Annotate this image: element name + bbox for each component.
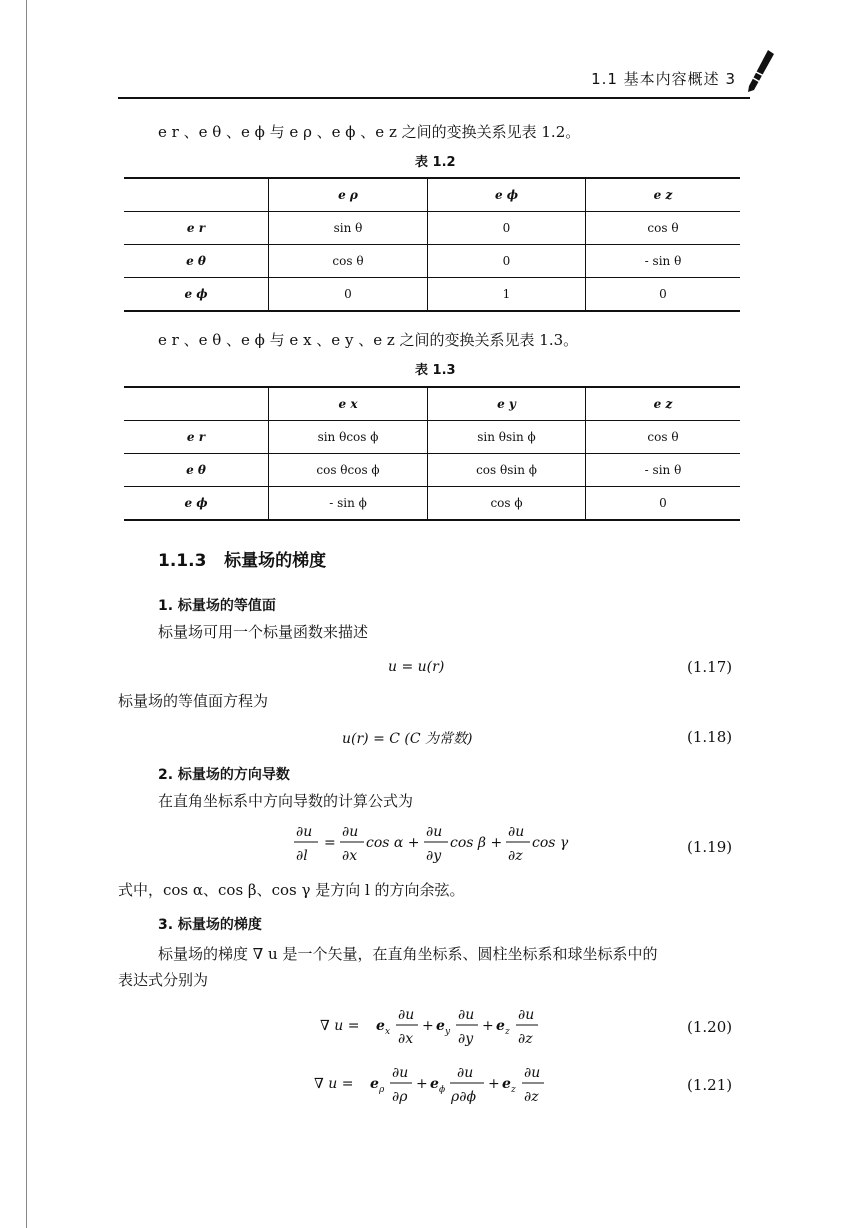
frac-numerator: ∂u [392, 1065, 409, 1081]
table-cell: cos θ [586, 212, 741, 245]
term-rest: cos γ [532, 835, 569, 851]
term-rest: cos β + [450, 835, 503, 851]
equation-number-1-18: (1.18) [687, 728, 733, 746]
unit-vector: e [430, 1076, 439, 1092]
table-1-2-caption: 表 1.2 [415, 155, 456, 170]
equation-number-1-19: (1.19) [687, 838, 733, 856]
table-cell: sin θsin ϕ [428, 421, 586, 454]
unit-vector: e [370, 1076, 379, 1092]
unit-vector: e [502, 1076, 511, 1092]
table-row-header: e r [124, 212, 269, 245]
para-table-1-2-intro: e r 、e θ 、e ϕ 与 e ρ 、e ϕ 、e z 之间的变换关系见表 1.2。 [158, 123, 581, 141]
table-cell: sin θcos ϕ [269, 421, 428, 454]
frac-denominator: ∂y [426, 848, 442, 864]
table-row-header: e θ [124, 245, 269, 278]
frac-denominator: ∂z [508, 848, 523, 864]
plus-sign: + [488, 1076, 500, 1092]
table-cell: - sin ϕ [269, 487, 428, 521]
table-row-header: e r [124, 421, 269, 454]
term-rest: cos α + [366, 835, 420, 851]
unit-vector-subscript: z [505, 1027, 510, 1037]
frac-numerator: ∂u [426, 824, 443, 840]
equation-1-19 [290, 820, 590, 866]
equation-1-21 [312, 1062, 562, 1108]
table-1-3 [124, 386, 740, 521]
table-col-header: e y [428, 387, 586, 421]
table-col-header: e ϕ [428, 178, 586, 212]
table-cell: cos ϕ [428, 487, 586, 521]
table-cell: - sin θ [586, 245, 741, 278]
unit-vector: e [376, 1018, 385, 1034]
table-corner-cell [124, 178, 269, 212]
subheading-1: 1. 标量场的等值面 [158, 598, 276, 614]
frac-denominator: ρ∂ϕ [451, 1089, 477, 1105]
body-text-2: 标量场的等值面方程为 [118, 692, 269, 710]
section-number: 1.1.3 [158, 551, 207, 571]
unit-vector-subscript: ϕ [439, 1085, 446, 1095]
frac-numerator: ∂u [457, 1065, 474, 1081]
table-row-header: e θ [124, 454, 269, 487]
para-table-1-3-intro: e r 、e θ 、e ϕ 与 e x 、e y 、e z 之间的变换关系见表 1.3。 [158, 331, 579, 349]
frac-denominator: ∂y [458, 1031, 474, 1047]
table-cell: cos θcos ϕ [269, 454, 428, 487]
gradient-lead: ∇ u = [320, 1018, 360, 1034]
table-cell: - sin θ [586, 454, 741, 487]
table-cell: 1 [428, 278, 586, 312]
section-heading [158, 546, 326, 571]
pen-icon [744, 48, 776, 94]
frac-denominator: ∂ρ [392, 1089, 408, 1105]
unit-vector-subscript: x [385, 1027, 391, 1037]
table-cell: sin θ [269, 212, 428, 245]
frac-numerator: ∂u [398, 1007, 415, 1023]
table-cell: 0 [586, 278, 741, 312]
table-cell: 0 [428, 245, 586, 278]
body-text-4: 式中，cos α、cos β、cos γ 是方向 l 的方向余弦。 [118, 881, 465, 899]
equation-1-20 [318, 1004, 558, 1050]
table-row-header: e ϕ [124, 487, 269, 521]
frac-denominator: ∂l [296, 848, 308, 864]
frac-numerator: ∂u [518, 1007, 535, 1023]
table-cell: cos θ [586, 421, 741, 454]
frac-numerator: ∂u [458, 1007, 475, 1023]
table-cell: 0 [428, 212, 586, 245]
table-cell: cos θsin ϕ [428, 454, 586, 487]
section-title: 标量场的梯度 [224, 551, 327, 571]
table-cell: 0 [269, 278, 428, 312]
page-gutter-line [26, 0, 27, 1228]
equation-number-1-20: (1.20) [687, 1018, 733, 1036]
frac-numerator: ∂u [342, 824, 359, 840]
header-rule [118, 97, 750, 99]
plus-sign: + [422, 1018, 434, 1034]
table-col-header: e z [586, 178, 741, 212]
equation-number-1-17: (1.17) [687, 658, 733, 676]
plus-sign: + [416, 1076, 428, 1092]
equation-number-1-21: (1.21) [687, 1076, 733, 1094]
subheading-2: 2. 标量场的方向导数 [158, 767, 290, 783]
frac-denominator: ∂x [342, 848, 358, 864]
unit-vector: e [436, 1018, 445, 1034]
table-cell: cos θ [269, 245, 428, 278]
table-1-2 [124, 177, 740, 312]
equation-1-18: u(r) = C (C 为常数) [342, 731, 473, 747]
body-text-5a: 标量场的梯度 ∇ u 是一个矢量，在直角坐标系、圆柱坐标系和球坐标系中的 [158, 945, 658, 963]
table-col-header: e z [586, 387, 741, 421]
frac-denominator: ∂z [518, 1031, 533, 1047]
table-cell: 0 [586, 487, 741, 521]
table-corner-cell [124, 387, 269, 421]
unit-vector-subscript: z [511, 1085, 516, 1095]
table-col-header: e x [269, 387, 428, 421]
subheading-3: 3. 标量场的梯度 [158, 917, 262, 933]
frac-denominator: ∂z [524, 1089, 539, 1105]
frac-numerator: ∂u [296, 824, 313, 840]
table-col-header: e ρ [269, 178, 428, 212]
frac-numerator: ∂u [524, 1065, 541, 1081]
body-text-1: 标量场可用一个标量函数来描述 [158, 623, 369, 641]
running-header: 1.1 基本内容概述 3 [591, 70, 736, 88]
unit-vector-subscript: ρ [379, 1085, 385, 1095]
table-1-3-caption: 表 1.3 [415, 363, 456, 378]
equation-1-17: u = u(r) [388, 659, 445, 675]
table-row-header: e ϕ [124, 278, 269, 312]
body-text-3: 在直角坐标系中方向导数的计算公式为 [158, 792, 414, 810]
unit-vector-subscript: y [445, 1027, 451, 1037]
body-text-5b: 表达式分别为 [118, 971, 209, 989]
plus-sign: + [482, 1018, 494, 1034]
gradient-lead: ∇ u = [314, 1076, 354, 1092]
frac-denominator: ∂x [398, 1031, 414, 1047]
equals-sign: = [324, 835, 336, 851]
unit-vector: e [496, 1018, 505, 1034]
frac-numerator: ∂u [508, 824, 525, 840]
